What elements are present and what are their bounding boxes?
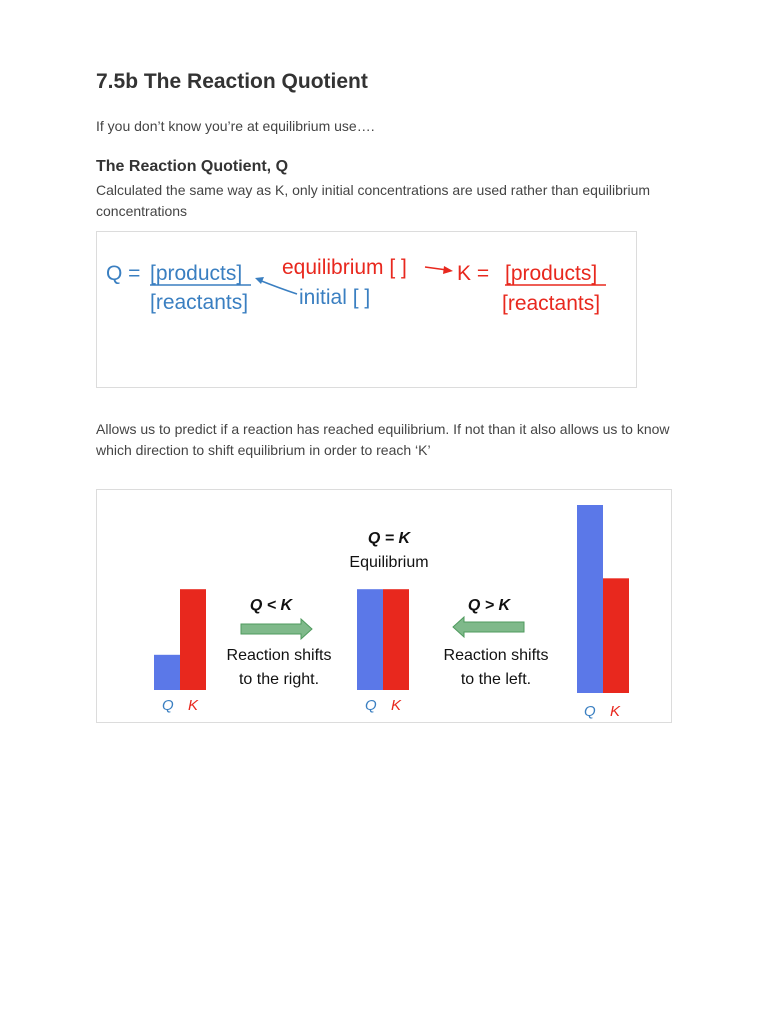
k-axis-label-panel-2: K: [391, 697, 402, 714]
transition-caption-1a: Reaction shifts: [226, 647, 332, 664]
q-numerator: [products]: [150, 262, 243, 285]
k-denominator: [reactants]: [502, 292, 601, 315]
transition-heading-2: Q > K: [467, 597, 511, 614]
q-bar-panel-3: [577, 505, 603, 693]
definition-text: Calculated the same way as K, only initial concentrations are used rather than equilibrium concentrations: [96, 182, 651, 219]
q-denominator: [reactants]: [150, 291, 249, 314]
arrow-right-icon: [241, 619, 312, 639]
k-bar-panel-2: [383, 589, 409, 690]
comparison-figure: [96, 489, 672, 723]
page-title: 7.5b The Reaction Quotient: [96, 70, 368, 93]
q-axis-label-panel-3: Q: [584, 703, 596, 720]
k-axis-label-panel-3: K: [610, 703, 621, 720]
initial-note: initial [ ]: [299, 286, 371, 309]
equilibrium-arrow-head: [443, 266, 453, 274]
q-bar-panel-2: [357, 589, 383, 690]
k-label: K =: [457, 262, 490, 285]
initial-arrow-head: [255, 277, 264, 284]
transition-heading-1: Q < K: [249, 597, 293, 614]
q-bar-panel-1: [154, 655, 180, 690]
initial-arrow: [259, 280, 297, 294]
k-axis-label-panel-1: K: [188, 697, 199, 714]
equation-diagram: [97, 232, 636, 387]
equilibrium-heading: Q = K: [367, 530, 411, 547]
comparison-diagram: [97, 490, 671, 722]
transition-caption-2a: Reaction shifts: [443, 647, 549, 664]
k-numerator: [products]: [505, 262, 598, 285]
intro-text: If you don’t know you’re at equilibrium use….: [96, 118, 375, 134]
equilibrium-caption: Equilibrium: [349, 554, 429, 571]
equilibrium-note: equilibrium [ ]: [282, 256, 407, 279]
q-axis-label-panel-1: Q: [162, 697, 174, 714]
section-heading: The Reaction Quotient, Q: [96, 158, 289, 175]
equation-figure: [96, 231, 637, 388]
k-bar-panel-1: [180, 589, 206, 690]
q-label: Q =: [106, 262, 141, 285]
explanation-text: Allows us to predict if a reaction has reached equilibrium. If not than it also allows us to know which direction to shift equilibrium in order to reach ‘K’: [96, 421, 670, 458]
q-axis-label-panel-2: Q: [365, 697, 377, 714]
transition-caption-1b: to the right.: [238, 671, 320, 688]
k-bar-panel-3: [603, 578, 629, 693]
transition-caption-2b: to the left.: [460, 671, 532, 688]
arrow-left-icon: [453, 617, 524, 637]
